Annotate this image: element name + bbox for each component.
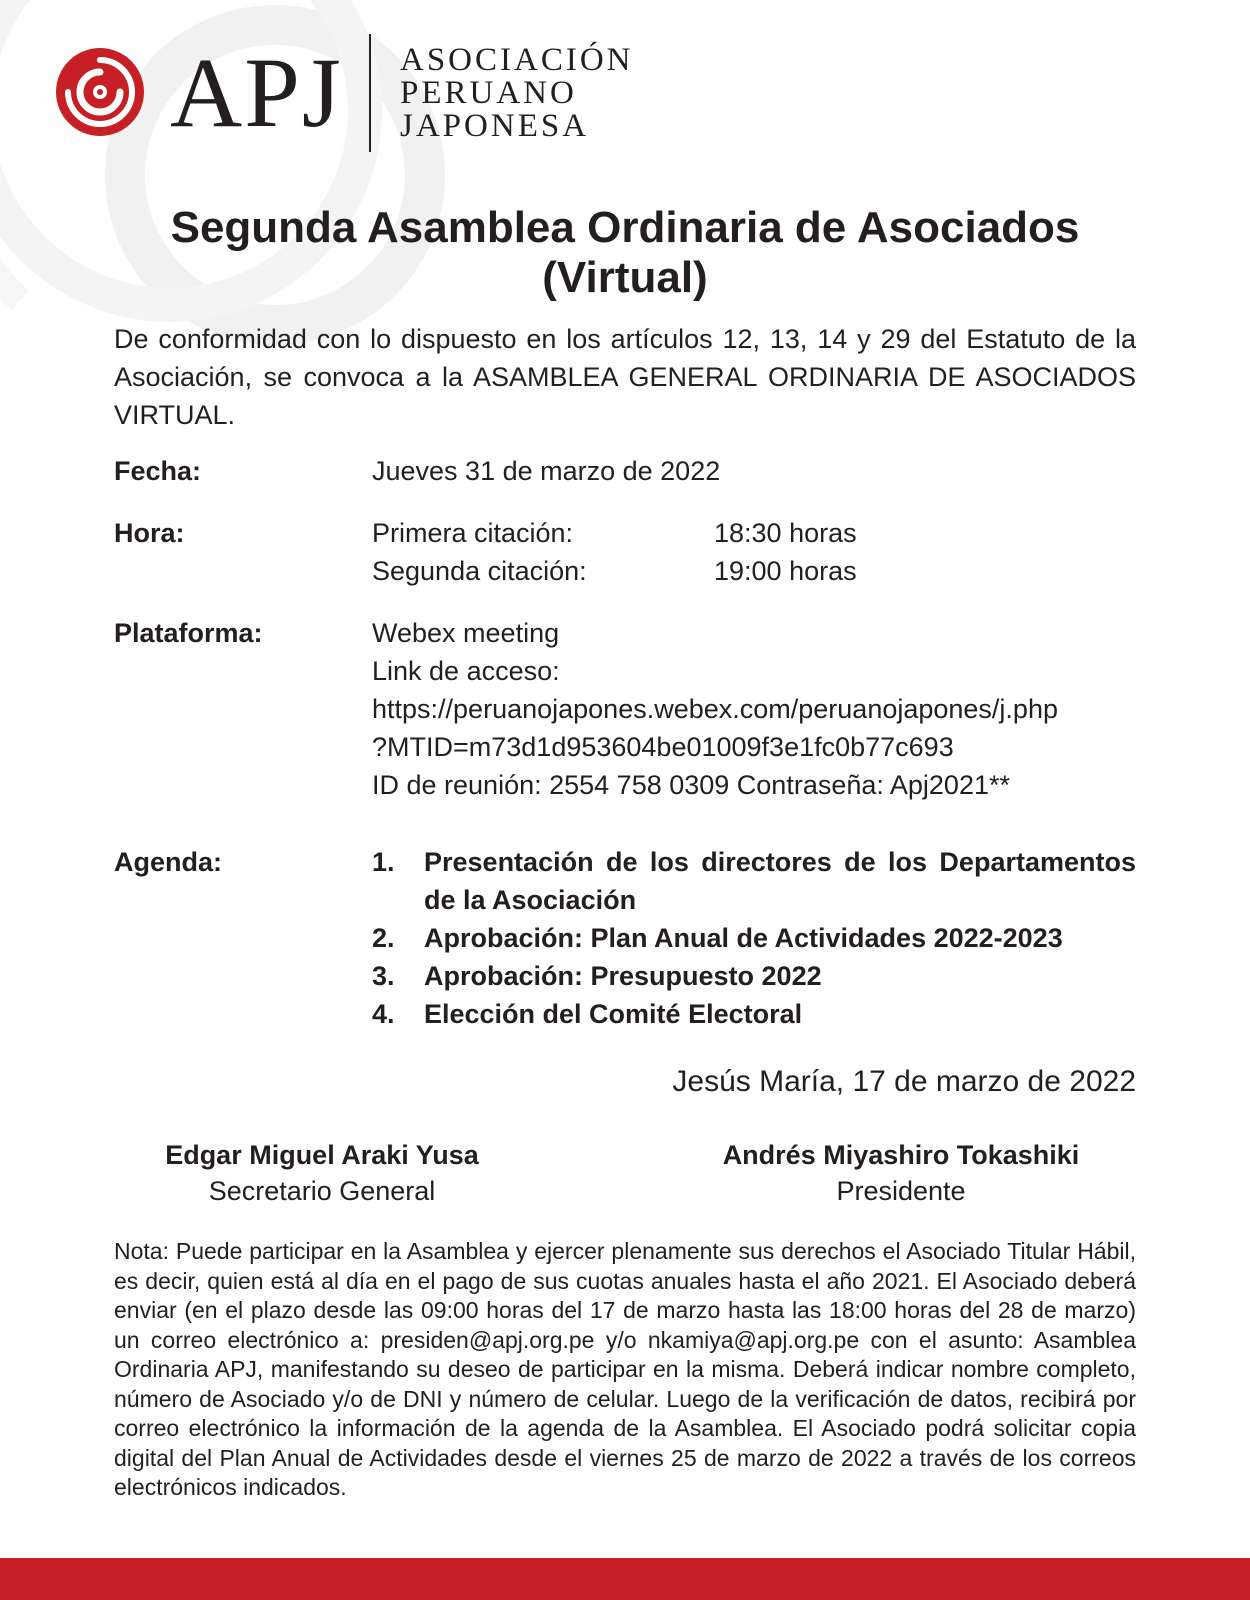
note-paragraph: Nota: Puede participar en la Asamblea y ejercer plenamente sus derechos el Asociado Titular Hábil, es decir, quien está al día en el pago de sus cuotas anuales hasta el año 2021. El Asociado deberá enviar (en el plazo desde las 09:00 horas del 17 de marzo hasta las 18:00 horas del 28 de marzo) un correo electrónico a: presiden@apj.org.pe y/o nkamiya@apj.org.pe con el asunto: Asamblea Ordinaria APJ, manifestando su deseo de participar en la misma. Deberá indicar nombre completo, número de Asociado y/o de DNI y número de celular. Luego de la verificación de datos, recibirá por correo electrónico la información de la agenda de la Asamblea. El Asociado podrá solicitar copia digital del Plan Anual de Actividades desde el viernes 25 de marzo de 2022 a través de los correos electrónicos indicados.: [114, 1238, 1136, 1500]
link-label: Link de acceso:: [372, 656, 560, 686]
intro-paragraph: De conformidad con lo dispuesto en los artículos 12, 13, 14 y 29 del Estatuto de la Asociación, se convoca a la ASAMBLEA GENERAL ORDINARIA DE ASOCIADOS VIRTUAL.: [114, 324, 1136, 430]
agenda-item-number: 1.: [372, 847, 395, 877]
plataforma-name: Webex meeting: [372, 618, 560, 648]
agenda-item-text: Aprobación: Presupuesto 2022: [424, 961, 822, 991]
agenda-item-number: 4.: [372, 999, 395, 1029]
agenda-item-number: 3.: [372, 961, 395, 991]
agenda-item-text: Presentación de los directores de los Departamentos de la Asociación: [424, 847, 1136, 915]
title-line-1: Segunda Asamblea Ordinaria de Asociados: [170, 203, 1080, 252]
fecha-label: Fecha:: [114, 456, 202, 486]
agenda-list: [372, 843, 1136, 1033]
fecha-value: Jueves 31 de marzo de 2022: [372, 456, 721, 486]
agenda-item: [372, 843, 1136, 919]
agenda-item-text: Elección del Comité Electoral: [424, 999, 803, 1029]
agenda-label: Agenda:: [114, 847, 222, 877]
apj-swirl-logo-icon: [56, 48, 144, 136]
signer-secretary: [112, 1137, 532, 1209]
signer-president: [691, 1137, 1111, 1209]
agenda-item: [372, 995, 1136, 1033]
agenda-item-number: 2.: [372, 923, 395, 953]
logo-org-name: [400, 44, 634, 143]
bottom-brand-bar: [0, 1558, 1250, 1600]
logo-org-line-1: ASOCIACIÓN: [400, 42, 634, 78]
logo-divider: [369, 34, 371, 152]
logo-org-line-3: JAPONESA: [400, 108, 590, 144]
agenda-item-text: Aprobación: Plan Anual de Actividades 2022-2023: [424, 923, 1063, 953]
signer-name: Edgar Miguel Araki Yusa: [165, 1140, 479, 1170]
page-title: [0, 203, 1250, 303]
hora-row-2-time: 19:00 horas: [714, 556, 857, 586]
title-line-2: (Virtual): [542, 253, 708, 302]
logo-acronym: APJ: [170, 37, 343, 148]
hora-row-2-name: Segunda citación:: [372, 556, 587, 586]
signer-role: Secretario General: [208, 1176, 436, 1206]
meeting-id-password: ID de reunión: 2554 758 0309 Contraseña: Apj2021**: [372, 770, 1010, 800]
agenda-item: [372, 919, 1136, 957]
logo-org-line-2: PERUANO: [400, 75, 577, 111]
plataforma-label: Plataforma:: [114, 618, 263, 648]
hora-label: Hora:: [114, 518, 185, 548]
signer-role: Presidente: [836, 1176, 966, 1206]
agenda-item: [372, 957, 1136, 995]
hora-row-1-name: Primera citación:: [372, 518, 574, 548]
access-link-line-1[interactable]: https://peruanojapones.webex.com/peruanojapones/j.php: [372, 694, 1058, 724]
place-date: Jesús María, 17 de marzo de 2022: [672, 1065, 1136, 1098]
access-link-line-2[interactable]: ?MTID=m73d1d953604be01009f3e1fc0b77c693: [372, 732, 954, 762]
signer-name: Andrés Miyashiro Tokashiki: [722, 1140, 1080, 1170]
hora-row-1-time: 18:30 horas: [714, 518, 857, 548]
